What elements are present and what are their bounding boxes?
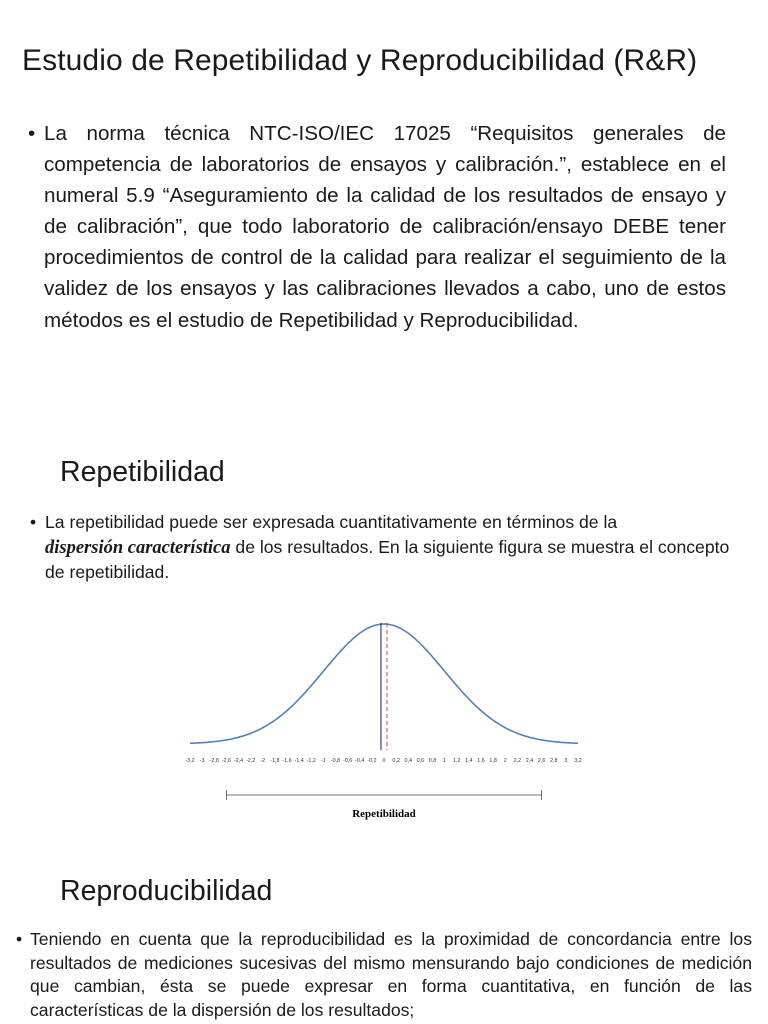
bullet-marker: • xyxy=(16,929,23,949)
x-tick-label: -0,8 xyxy=(330,758,341,764)
repetibilidad-text-after: de los resultados. En la siguiente figura se muestra el concepto de repetibilidad. xyxy=(45,536,730,583)
x-tick-label: 0,2 xyxy=(392,758,400,764)
x-tick-label: 0,4 xyxy=(404,758,412,764)
x-tick-label: 0,6 xyxy=(416,758,425,764)
repetibilidad-chart xyxy=(176,612,592,824)
x-tick-label: 2,2 xyxy=(513,758,522,764)
repetibilidad-heading: Repetibilidad xyxy=(60,456,225,488)
x-tick-label: 1 xyxy=(443,758,447,764)
x-tick-label: -0,6 xyxy=(342,758,353,764)
x-tick-label: -3,2 xyxy=(185,758,195,764)
reproducibilidad-bullet xyxy=(16,928,752,1023)
x-tick-label: 1,8 xyxy=(489,758,497,764)
x-tick-label: -2,8 xyxy=(209,758,219,764)
x-tick-label: 1,4 xyxy=(465,758,473,764)
bullet-marker: • xyxy=(30,512,37,532)
slide-title: Estudio de Repetibilidad y Reproducibilidad (R&R) xyxy=(22,44,698,77)
range-bar-label: Repetibilidad xyxy=(352,808,416,820)
x-tick-label: 0 xyxy=(382,758,386,764)
x-tick-label: -2,6 xyxy=(221,758,232,764)
intro-paragraph: La norma técnica NTC-ISO/IEC 17025 “Requisitos generales de competencia de laboratorios de ensayos y calibración.”, establece en el numeral 5.9 “Aseguramiento de la calidad de los resultados de ensayo y de calibración”, que todo laboratorio de calibración/ensayo DEBE tener procedimientos de control de la calidad para realizar el seguimiento de la validez de los ensayos y las calibraciones llevados a cabo, uno de estos métodos es el estudio de Repetibilidad y Reproducibilidad. xyxy=(44,122,726,332)
x-tick-label: 1,2 xyxy=(453,758,461,764)
x-tick-label: 2 xyxy=(503,758,507,764)
reproducibilidad-heading: Reproducibilidad xyxy=(60,875,273,907)
reproducibilidad-paragraph: Teniendo en cuenta que la reproducibilidad es la proximidad de concordancia entre los resultados de mediciones sucesivas del mismo mensurando bajo condiciones de medición que cambian, ésta se puede expresar en forma cuantitativa, en función de las características de la dispersión de los resultados; xyxy=(30,929,752,1021)
x-tick-label: -1,8 xyxy=(270,758,280,764)
x-tick-label: 3,2 xyxy=(574,758,582,764)
x-tick-label: 2,4 xyxy=(525,758,534,764)
x-tick-label: -1,6 xyxy=(282,758,292,764)
x-tick-label: -0,4 xyxy=(355,758,365,764)
repetibilidad-paragraph xyxy=(30,510,742,585)
x-tick-label: 0,8 xyxy=(428,758,437,764)
x-tick-label: 2,8 xyxy=(550,758,558,764)
x-tick-label: 3 xyxy=(564,758,568,764)
x-tick-label: -1 xyxy=(320,758,326,764)
x-tick-label: -3 xyxy=(199,758,205,764)
intro-bullet xyxy=(28,118,726,336)
x-tick-label: -0,2 xyxy=(367,758,377,764)
x-tick-label: -1,2 xyxy=(306,758,316,764)
repetibilidad-emphasis: dispersión característica xyxy=(45,537,231,558)
x-tick-label: -2,4 xyxy=(233,758,244,764)
repetibilidad-bullet xyxy=(30,510,742,585)
x-tick-label: 1,6 xyxy=(477,758,485,764)
x-tick-label: -2,2 xyxy=(245,758,256,764)
repetibilidad-text-before: La repetibilidad puede ser expresada cuantitativamente en términos de la xyxy=(45,512,618,532)
x-tick-label: -2 xyxy=(260,758,266,764)
bullet-marker: • xyxy=(28,122,36,145)
x-tick-label: 2,6 xyxy=(537,758,546,764)
normal-curve xyxy=(190,624,578,743)
x-tick-label: -1,4 xyxy=(294,758,304,764)
